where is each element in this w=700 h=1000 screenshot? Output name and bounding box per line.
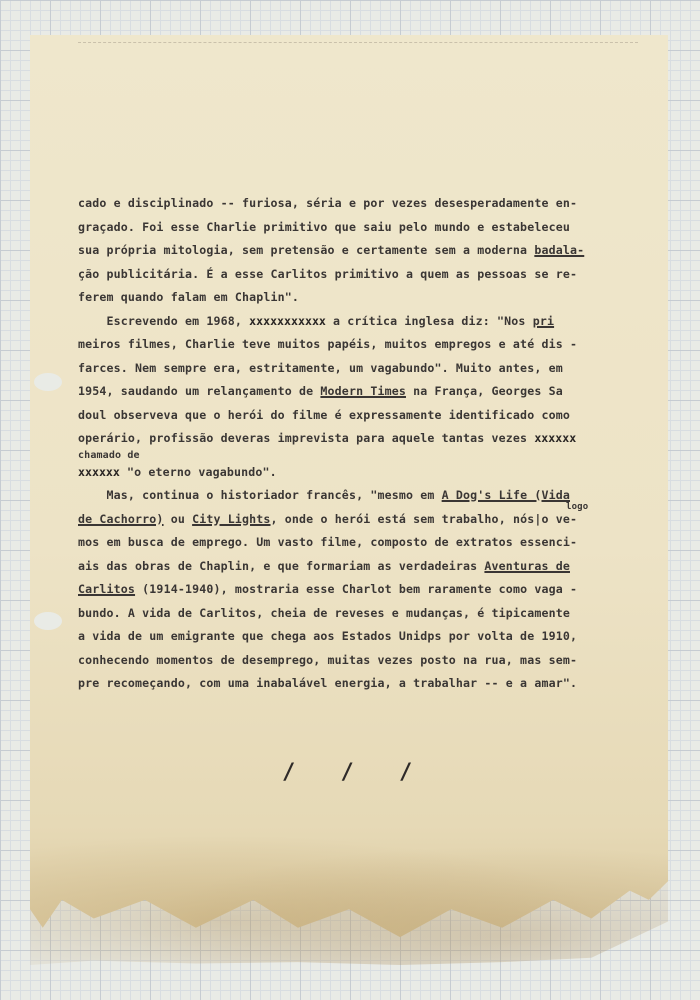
text-fragment: , onde o herói está sem trabalho, nós|o ve- [270,511,578,526]
text-fragment: ais das obras de Chaplin, e que formariam as verdadeiras [78,558,485,573]
text-fragment: pre recomeçando, com uma inabalável energia, a trabalhar -- e a amar". [78,676,578,690]
text-fragment: bundo. A vida de Carlitos, cheia de reveses e mudanças, é tipicamente [78,605,570,620]
underlined-title: badala- [534,243,585,257]
text-line [78,216,638,240]
text-fragment: ou [163,511,193,526]
strikeout-text: xxxxxx [78,464,120,479]
text-fragment: chamado de [78,449,140,461]
text-line [78,380,638,404]
text-fragment: cado e disciplinado -- furiosa, séria e por vezes desesperadamente en- [78,196,578,210]
text-fragment: graçado. Foi esse Charlie primitivo que saiu pelo mundo e estabeleceu [78,219,570,234]
text-fragment: "o eterno vagabundo". [119,464,277,479]
text-fragment: meiros filmes, Charlie teve muitos papéis, muitos empregos e até dis - [78,337,578,351]
text-line [78,357,638,381]
text-line [78,484,638,508]
text-fragment: (1914-1940), mostraria esse Charlot bem raramente como vaga - [135,582,578,596]
underlined-title: pri [532,313,555,328]
text-line [78,461,638,485]
handwritten-insert: logo [566,501,589,512]
text-fragment: conhecendo momentos de desemprego, muitas vezes posto na rua, mas sem- [78,652,578,667]
underlined-title: de Cachorro) [78,511,164,526]
text-line [78,625,638,649]
text-fragment: doul observeva que o herói do filme é expressamente identificado como [78,407,570,422]
punch-hole [34,612,62,630]
strikeout-text: xxxxxxxxxxx [249,313,326,328]
text-line [78,578,638,602]
text-line [78,310,638,334]
underlined-title: A Dog's Life (Vida [441,488,570,502]
text-fragment: operário, profissão deveras imprevista para aquele tantas vezes [78,431,535,445]
text-line [78,263,638,287]
underlined-title: Modern Times [320,384,406,398]
text-fragment: a vida de um emigrante que chega aos Estados Unidps por volta de 1910, [78,629,578,643]
underlined-title: Carlitos [78,582,136,596]
text-line [78,672,638,696]
page-stain [30,820,668,965]
strikeout-text: xxxxxx [534,431,577,445]
text-line [78,404,638,428]
text-line [78,239,638,263]
underlined-title: City Lights [192,511,271,526]
text-line [78,333,638,357]
text-fragment: Mas, continua o historiador francês, "mesmo em [78,488,442,502]
text-fragment: ferem quando falam em Chaplin". [78,290,300,304]
text-line [78,501,638,532]
text-fragment: 1954, saudando um relançamento de [78,384,321,398]
document-body [78,192,638,696]
text-line [78,286,638,310]
text-line [78,602,638,626]
text-fragment: ção publicitária. É a esse Carlitos primitivo a quem as pessoas se re- [78,266,578,281]
top-ruling-marks [78,42,638,51]
text-fragment: na França, Georges Sa [405,384,563,398]
punch-hole [34,373,62,391]
text-fragment: farces. Nem sempre era, estritamente, um vagabundo". Muito antes, em [78,360,563,375]
text-fragment: a crítica inglesa diz: "Nos [325,313,533,328]
text-fragment: mos em busca de emprego. Um vasto filme, composto de extratos essenci- [78,535,578,549]
underlined-title: Aventuras de [484,558,570,573]
text-line [78,649,638,673]
end-mark: / / / [282,760,429,785]
text-fragment: Escrevendo em 1968, [78,313,250,328]
text-line [78,555,638,579]
text-fragment: sua própria mitologia, sem pretensão e certamente sem a moderna [78,243,535,257]
text-line [78,531,638,555]
text-line [78,427,638,451]
interlinear-insert [78,451,638,461]
text-line [78,192,638,216]
